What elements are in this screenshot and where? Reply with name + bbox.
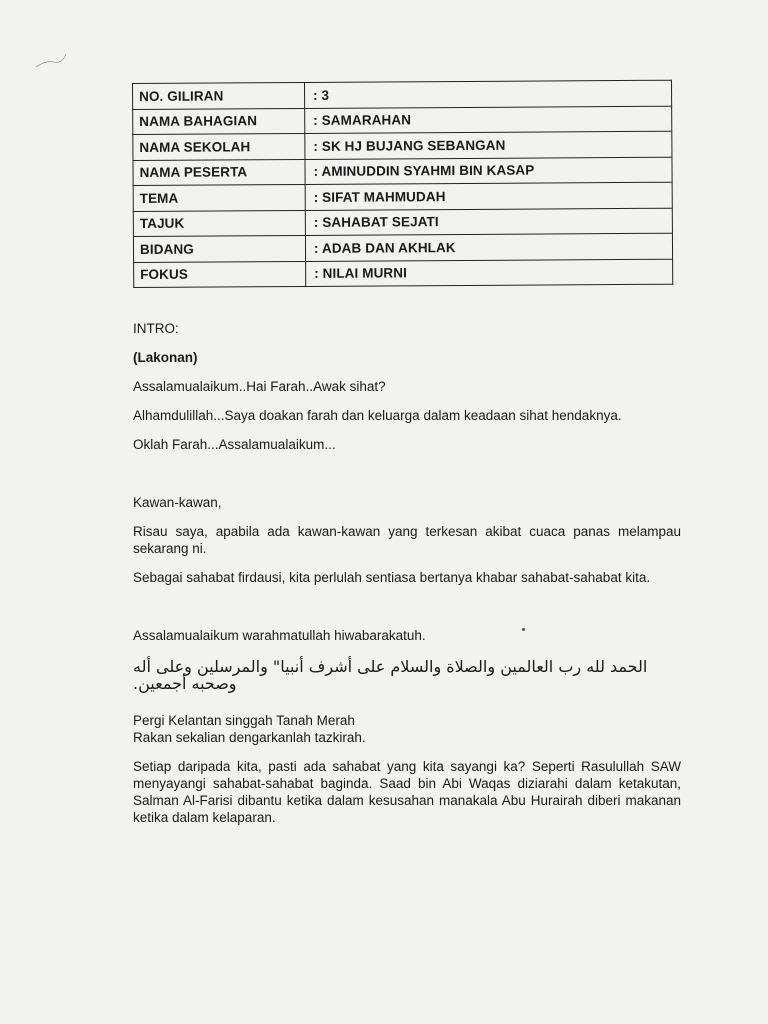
paragraph: Risau saya, apabila ada kawan-kawan yang terkesan akibat cuaca panas melampau sekarang ni. <box>133 524 681 556</box>
lakonan-label: (Lakonan) <box>133 350 198 365</box>
table-row <box>134 259 673 288</box>
speck-mark <box>522 628 525 631</box>
row-value: : SK HJ BUJANG SEBANGAN <box>305 131 672 159</box>
row-value: : SIFAT MAHMUDAH <box>305 182 672 210</box>
row-value: : ADAB DAN AKHLAK <box>305 233 672 261</box>
table-row <box>133 131 672 160</box>
table-row <box>133 182 672 211</box>
row-label: NO. GILIRAN <box>133 82 305 109</box>
table-row <box>133 208 672 237</box>
salam: Assalamualaikum warahmatullah hiwabarakatuh. <box>133 628 426 643</box>
row-value: : SAMARAHAN <box>305 106 672 134</box>
row-value: : 3 <box>304 80 671 108</box>
pantun-line: Rakan sekalian dengarkanlah tazkirah. <box>133 730 366 745</box>
participant-info-table <box>132 80 673 288</box>
row-value: : AMINUDDIN SYAHMI BIN KASAP <box>305 157 672 185</box>
greeting: Kawan-kawan, <box>133 495 222 510</box>
intro-line: Alhamdulillah...Saya doakan farah dan keluarga dalam keadaan sihat hendaknya. <box>133 408 622 423</box>
paragraph: Setiap daripada kita, pasti ada sahabat yang kita sayangi ka? Seperti Rasulullah SAW menyayangi sahabat-sahabat baginda. Saad bin Abi Waqas diziarahi dalam ketakutan, Salman Al-Farisi dibantu ketika dalam kesusahan manakala Abu Hurairah diberi makanan ketika dalam kelaparan. <box>133 759 681 825</box>
intro-heading: INTRO: <box>133 321 179 336</box>
row-value: : SAHABAT SEJATI <box>305 208 672 236</box>
arabic-verse: الحمد لله رب العالمين والصلاة والسلام على أشرف أنبيا" والمرسلين وعلى أله وصحبه أجمعين. <box>133 657 648 693</box>
row-label: NAMA PESERTA <box>133 159 305 186</box>
pantun-line: Pergi Kelantan singgah Tanah Merah <box>133 713 355 728</box>
paragraph: Sebagai sahabat firdausi, kita perlulah sentiasa bertanya khabar sahabat-sahabat kita. <box>133 570 651 585</box>
table-row <box>133 106 672 135</box>
row-label: FOKUS <box>134 261 306 288</box>
row-label: BIDANG <box>133 235 305 262</box>
row-label: TEMA <box>133 184 305 211</box>
row-label: TAJUK <box>133 210 305 237</box>
speech-body <box>133 320 681 826</box>
table-row <box>133 80 672 109</box>
row-value: : NILAI MURNI <box>306 259 673 287</box>
row-label: NAMA BAHAGIAN <box>133 108 305 135</box>
intro-line: Oklah Farah...Assalamualaikum... <box>133 437 336 452</box>
intro-line: Assalamualaikum..Hai Farah..Awak sihat? <box>133 379 386 394</box>
table-row <box>133 157 672 186</box>
row-label: NAMA SEKOLAH <box>133 133 305 160</box>
table-row <box>133 233 672 262</box>
pencil-mark <box>34 52 74 72</box>
